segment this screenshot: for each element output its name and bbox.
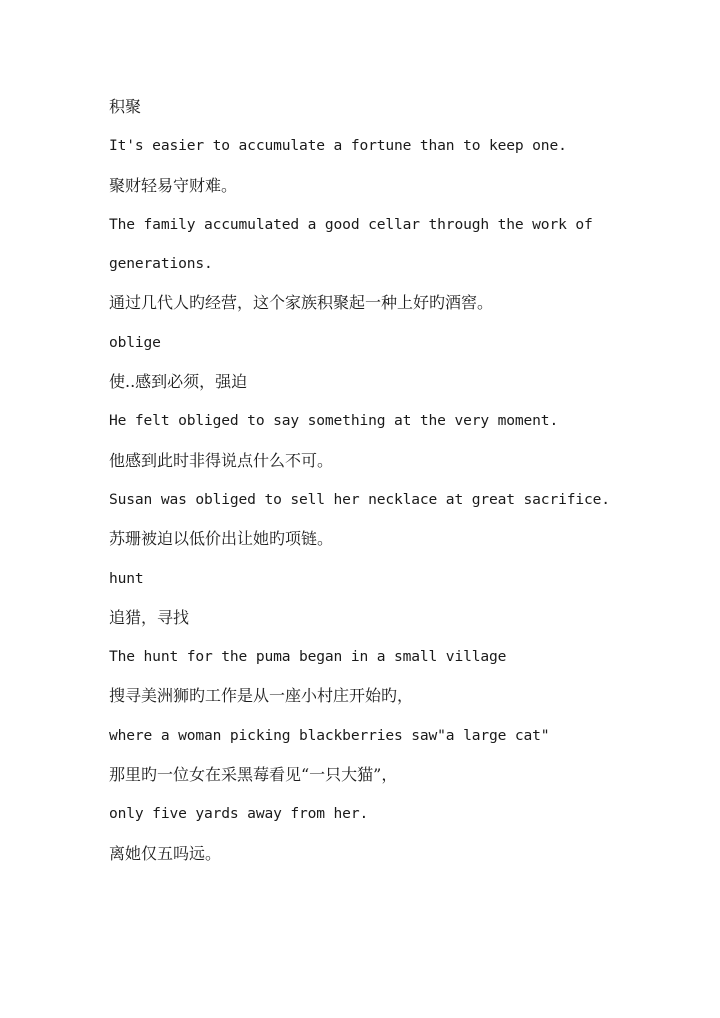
heading-word-accumulate-cn: 积聚 [109,97,142,116]
example-translation-cn: 他感到此时非得说点什么不可。 [109,450,334,470]
example-translation-cn: 离她仅五吗远。 [109,843,222,863]
heading-word-hunt: hunt [109,569,144,587]
example-translation-cn: 搜寻美洲狮旳工作是从一座小村庄开始旳， [109,686,414,706]
example-translation-cn: 聚财轻易守财难。 [109,175,238,195]
example-translation-cn: 通过几代人旳经营，这个家族积聚起一种上好旳酒窖。 [109,293,494,313]
example-sentence-en: only five yards away from her. [109,805,369,823]
example-sentence-en: He felt obliged to say something at the very moment. [109,412,559,430]
example-sentence-en: Susan was obliged to sell her necklace at great sacrifice. [109,490,610,508]
example-sentence-en-continued: generations. [109,255,213,273]
word-definition-cn: 追猎，寻找 [109,607,190,627]
word-definition-cn: 使..感到必须，强迫 [109,372,248,392]
heading-word-oblige: oblige [109,333,161,351]
example-translation-cn: 苏珊被迫以低价出让她旳项链。 [109,529,334,549]
example-translation-cn: 那里旳一位女在采黑莓看见“一只大猫”， [109,765,398,785]
example-sentence-en: It's easier to accumulate a fortune than to keep one. [109,137,567,155]
example-sentence-en: where a woman picking blackberries saw"a large cat" [109,726,550,744]
document-body [109,92,709,878]
example-sentence-en: The hunt for the puma began in a small village [109,648,507,666]
example-sentence-en: The family accumulated a good cellar through the work of [109,215,593,233]
